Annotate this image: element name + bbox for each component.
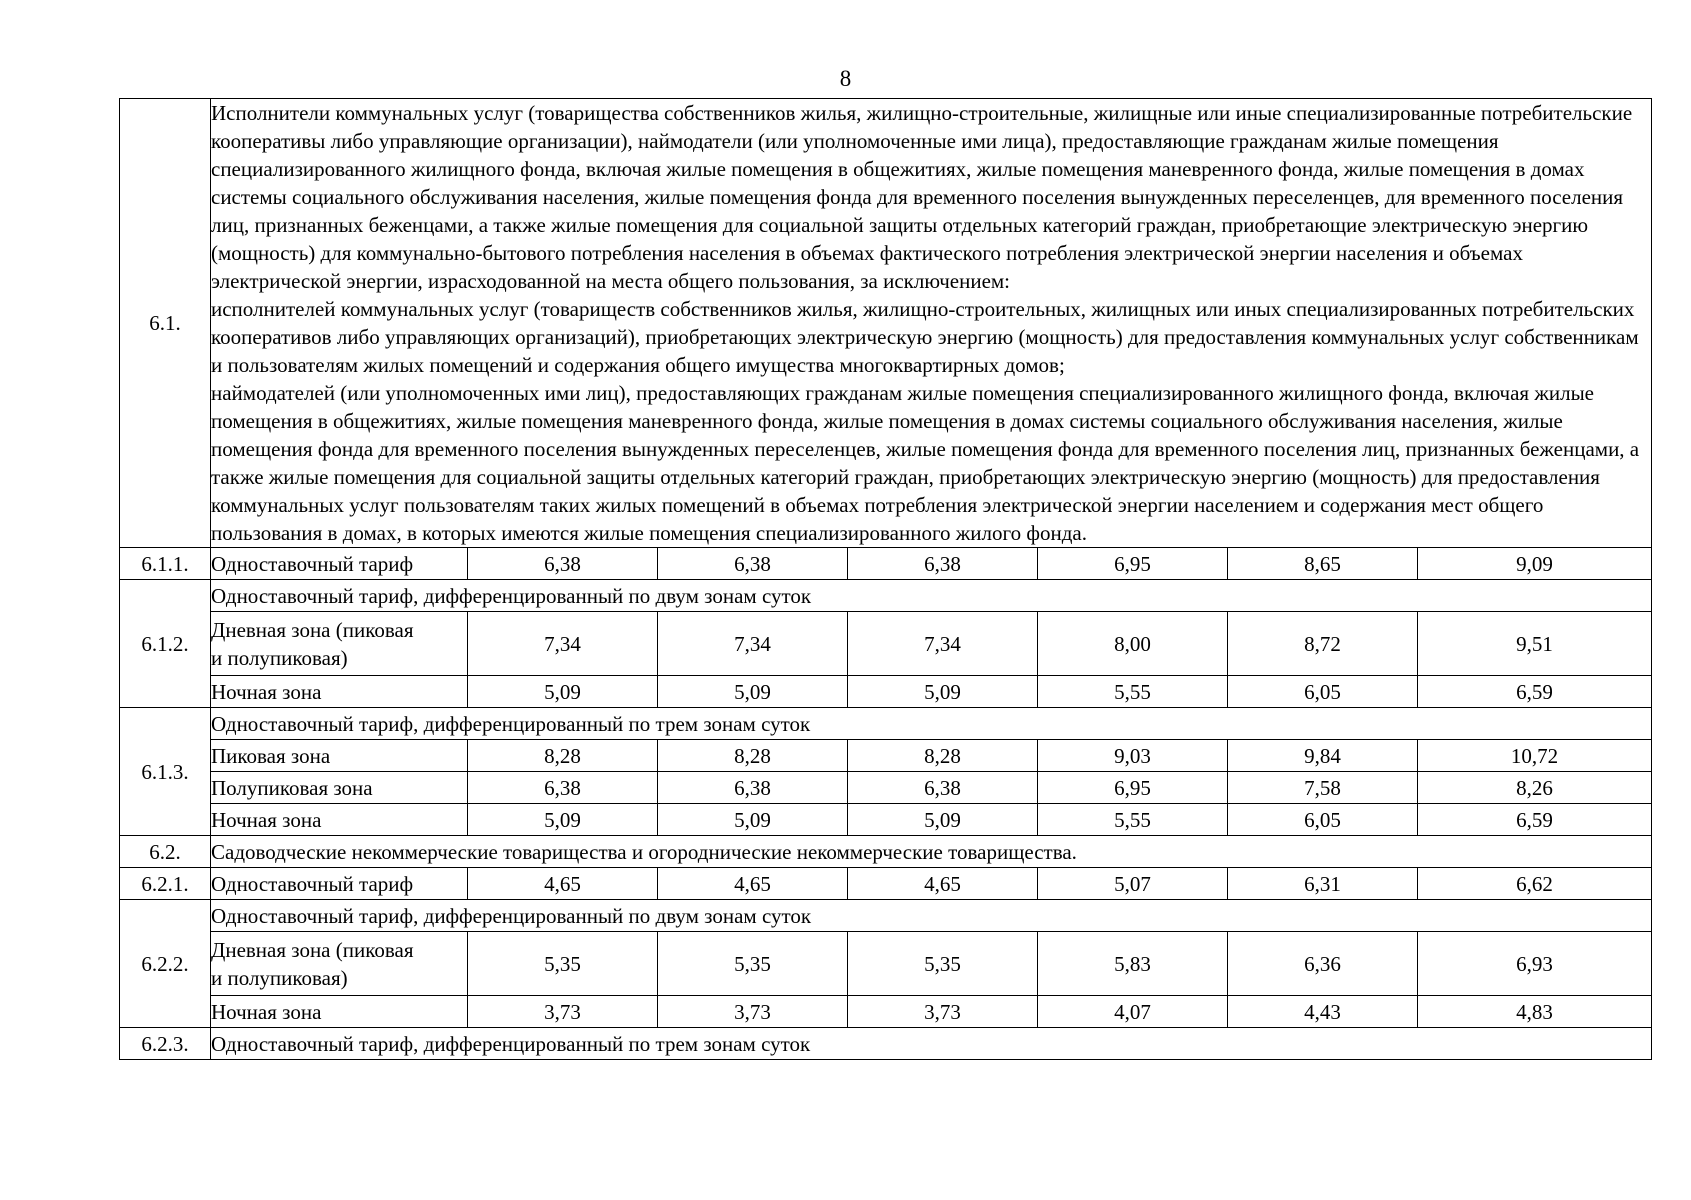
tariff-value: 5,55 (1038, 804, 1228, 836)
tariff-name-line: Дневная зона (пиковая (211, 937, 414, 962)
tariff-value: 7,34 (468, 612, 658, 676)
tariff-value: 4,83 (1418, 996, 1652, 1028)
tariff-value: 6,05 (1228, 804, 1418, 836)
tariff-value: 8,00 (1038, 612, 1228, 676)
tariff-value: 5,35 (848, 932, 1038, 996)
tariff-name (211, 612, 468, 676)
row-6-1-3-night (120, 804, 1652, 836)
tariff-value: 5,09 (848, 676, 1038, 708)
tariff-value: 6,38 (848, 772, 1038, 804)
row-6-1-3-half-peak (120, 772, 1652, 804)
description-paragraph: Исполнители коммунальных услуг (товарищества собственников жилья, жилищно-строительные, жилищные или иные специализированные потребительские кооперативы либо управляющие организации), наймодатели (или уполномоченные ими лица), предоставляющие гражданам жилые помещения специализированного жилищного фонда, включая жилые помещения в общежитиях, жилые помещения маневренного фонда, жилые помещения в домах системы социального обслуживания населения, жилые помещения фонда для временного поселения вынужденных переселенцев, для временного поселения лиц, признанных беженцами, а также жилые помещения для социальной защиты отдельных категорий граждан, приобретающие электрическую энергию (мощность) для коммунально-бытового потребления населения в объемах фактического потребления электрической энергии населения и объемах электрической энергии, израсходованной на места общего пользования, за исключением: (211, 101, 1633, 293)
tariff-value: 6,38 (468, 548, 658, 580)
tariff-name: Ночная зона (211, 676, 468, 708)
tariff-value: 8,65 (1228, 548, 1418, 580)
tariff-group-header: Одноставочный тариф, дифференцированный по трем зонам суток (211, 708, 1652, 740)
section-description (211, 99, 1652, 548)
tariff-name: Одноставочный тариф (211, 868, 468, 900)
tariff-value: 7,34 (848, 612, 1038, 676)
row-code: 6.2. (120, 836, 211, 868)
tariff-name-line: и полупиковая) (211, 965, 348, 990)
tariff-name-line: и полупиковая) (211, 645, 348, 670)
tariff-value: 5,55 (1038, 676, 1228, 708)
section-title: Садоводческие некоммерческие товарищества и огороднические некоммерческие товарищества. (211, 836, 1652, 868)
row-6-2-2-day (120, 932, 1652, 996)
tariff-value: 9,03 (1038, 740, 1228, 772)
tariff-value: 7,58 (1228, 772, 1418, 804)
row-6-1-1 (120, 548, 1652, 580)
tariff-value: 10,72 (1418, 740, 1652, 772)
tariff-name: Ночная зона (211, 804, 468, 836)
tariff-value: 6,62 (1418, 868, 1652, 900)
tariff-value: 5,09 (468, 676, 658, 708)
tariff-group-header: Одноставочный тариф, дифференцированный по трем зонам суток (211, 1028, 1652, 1060)
row-code: 6.2.1. (120, 868, 211, 900)
tariff-value: 3,73 (848, 996, 1038, 1028)
tariff-value: 5,09 (848, 804, 1038, 836)
tariff-value: 4,07 (1038, 996, 1228, 1028)
tariff-value: 6,38 (658, 548, 848, 580)
tariff-value: 9,84 (1228, 740, 1418, 772)
row-code: 6.2.2. (120, 900, 211, 1028)
tariff-value: 9,09 (1418, 548, 1652, 580)
tariff-value: 6,93 (1418, 932, 1652, 996)
tariff-table (119, 98, 1652, 1060)
tariff-name: Полупиковая зона (211, 772, 468, 804)
tariff-value: 6,38 (848, 548, 1038, 580)
row-6-1-3-header (120, 708, 1652, 740)
tariff-name: Одноставочный тариф (211, 548, 468, 580)
tariff-value: 3,73 (468, 996, 658, 1028)
tariff-value: 5,09 (658, 676, 848, 708)
tariff-value: 6,59 (1418, 676, 1652, 708)
tariff-value: 5,35 (468, 932, 658, 996)
tariff-value: 8,72 (1228, 612, 1418, 676)
tariff-value: 6,36 (1228, 932, 1418, 996)
tariff-value: 8,28 (468, 740, 658, 772)
tariff-value: 9,51 (1418, 612, 1652, 676)
row-6-1 (120, 99, 1652, 548)
row-6-1-2-day (120, 612, 1652, 676)
tariff-name (211, 932, 468, 996)
tariff-value: 8,28 (848, 740, 1038, 772)
tariff-value: 6,38 (468, 772, 658, 804)
tariff-value: 4,65 (658, 868, 848, 900)
row-code: 6.2.3. (120, 1028, 211, 1060)
tariff-value: 4,65 (468, 868, 658, 900)
row-6-2-1 (120, 868, 1652, 900)
tariff-value: 8,28 (658, 740, 848, 772)
row-6-2-2-header (120, 900, 1652, 932)
tariff-group-header: Одноставочный тариф, дифференцированный по двум зонам суток (211, 580, 1652, 612)
row-6-1-2-night (120, 676, 1652, 708)
tariff-value: 6,05 (1228, 676, 1418, 708)
tariff-value: 8,26 (1418, 772, 1652, 804)
tariff-value: 6,95 (1038, 548, 1228, 580)
tariff-value: 5,35 (658, 932, 848, 996)
tariff-group-header: Одноставочный тариф, дифференцированный по двум зонам суток (211, 900, 1652, 932)
tariff-value: 5,09 (468, 804, 658, 836)
tariff-name-line: Дневная зона (пиковая (211, 617, 414, 642)
tariff-value: 6,38 (658, 772, 848, 804)
description-paragraph: наймодателей (или уполномоченных ими лиц), предоставляющих гражданам жилые помещения специализированного жилищного фонда, включая жилые помещения в общежитиях, жилые помещения маневренного фонда, жилые помещения в домах системы социального обслуживания населения, жилые помещения фонда для временного поселения вынужденных переселенцев, жилые помещения фонда для временного поселения лиц, признанных беженцами, а также жилые помещения для социальной защиты отдельных категорий граждан, приобретающих электрическую энергию (мощность) для предоставления коммунальных услуг пользователям таких жилых помещений в объемах потребления электрической энергии населением и содержания мест общего пользования в домах, в которых имеются жилые помещения специализированного жилого фонда. (211, 381, 1640, 545)
tariff-value: 4,43 (1228, 996, 1418, 1028)
row-code: 6.1.2. (120, 580, 211, 708)
row-code: 6.1. (120, 99, 211, 548)
tariff-value: 5,09 (658, 804, 848, 836)
tariff-value: 3,73 (658, 996, 848, 1028)
row-code: 6.1.1. (120, 548, 211, 580)
row-code: 6.1.3. (120, 708, 211, 836)
tariff-name: Пиковая зона (211, 740, 468, 772)
tariff-value: 6,95 (1038, 772, 1228, 804)
page-number: 8 (839, 66, 852, 91)
tariff-value: 7,34 (658, 612, 848, 676)
tariff-name: Ночная зона (211, 996, 468, 1028)
row-6-2-3-header (120, 1028, 1652, 1060)
row-6-2-2-night (120, 996, 1652, 1028)
tariff-value: 6,31 (1228, 868, 1418, 900)
row-6-1-2-header (120, 580, 1652, 612)
tariff-value: 6,59 (1418, 804, 1652, 836)
tariff-value: 4,65 (848, 868, 1038, 900)
row-6-2 (120, 836, 1652, 868)
row-6-1-3-peak (120, 740, 1652, 772)
tariff-value: 5,83 (1038, 932, 1228, 996)
tariff-value: 5,07 (1038, 868, 1228, 900)
description-paragraph: исполнителей коммунальных услуг (товариществ собственников жилья, жилищно-строительных, жилищных или иных специализированных потребительских кооперативов либо управляющих организаций), приобретающих электрическую энергию (мощность) для предоставления коммунальных услуг собственникам и пользователям жилых помещений и содержания общего имущества многоквартирных домов; (211, 297, 1639, 377)
